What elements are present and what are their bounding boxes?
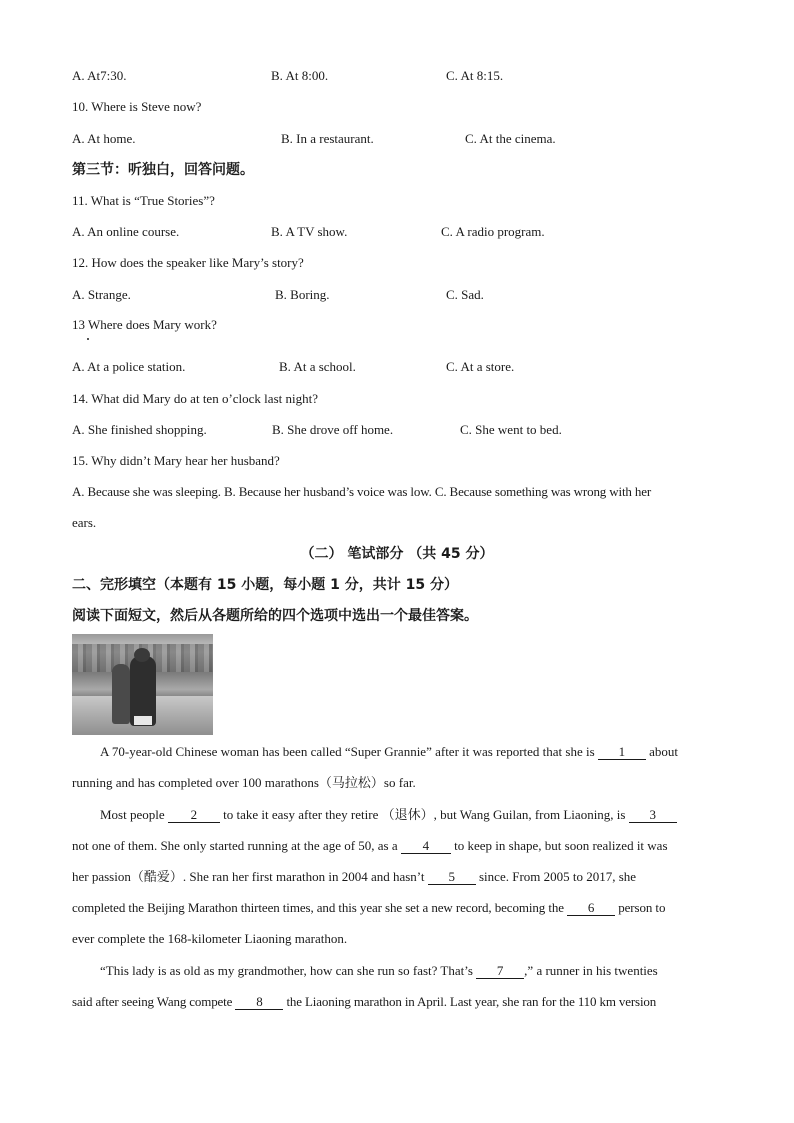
q12-option-b: B. Boring.	[275, 287, 330, 302]
q10-option-b: B. In a restaurant.	[281, 131, 374, 146]
passage-text: not one of them. She only started running at the age of 50, as a	[72, 838, 401, 853]
q10-option-c: C. At the cinema.	[465, 131, 556, 146]
passage-text: about	[645, 744, 679, 759]
passage-p2-line2	[72, 838, 720, 854]
blank-3[interactable]: 3	[629, 808, 677, 823]
q13-option-c: C. At a store.	[446, 359, 515, 374]
passage-p2-line1	[100, 807, 720, 823]
passage-p2-line5: ever complete the 168-kilometer Liaoning marathon.	[72, 931, 348, 946]
q14-option-b: B. She drove off home.	[272, 422, 394, 437]
q9-option-c: C. At 8:15.	[446, 68, 504, 83]
blank-7[interactable]: 7	[476, 964, 524, 979]
cloze-title: 二、完形填空（本题有 15 小题，每小题 1 分，共计 15 分）	[72, 577, 458, 593]
blank-8[interactable]: 8	[235, 995, 283, 1010]
photo-background-runner	[112, 664, 130, 724]
q13-option-b: B. At a school.	[279, 359, 356, 374]
cloze-instruction: 阅读下面短文，然后从各题所给的四个选项中选出一个最佳答案。	[72, 608, 478, 624]
q9-option-a: A. At7:30.	[72, 68, 127, 83]
passage-text: said after seeing Wang compete	[72, 994, 236, 1009]
passage-text: person to	[615, 900, 666, 915]
passage-p3-line1	[100, 963, 720, 979]
q15-options-line2: ears.	[72, 515, 97, 530]
passage-text: the Liaoning marathon in April. Last year, she ran for the 110 km version	[283, 994, 657, 1009]
q14-option-c: C. She went to bed.	[460, 422, 562, 437]
q13-option-a: A. At a police station.	[72, 359, 186, 374]
q11-option-c: C. A radio program.	[441, 224, 545, 239]
blank-1[interactable]: 1	[598, 745, 646, 760]
q14-question: 14. What did Mary do at ten o’clock last night?	[72, 391, 318, 406]
passage-text: “This lady is as old as my grandmother, how can she run so fast? That’s	[100, 963, 477, 978]
q10-option-a: A. At home.	[72, 131, 136, 146]
passage-text: Most people	[100, 807, 168, 822]
q10-question: 10. Where is Steve now?	[72, 99, 202, 114]
q12-option-c: C. Sad.	[446, 287, 484, 302]
section3-title: 第三节：听独白，回答问题。	[72, 162, 254, 178]
passage-p1-line2: running and has completed over 100 marathons（马拉松）so far.	[72, 775, 416, 790]
blank-5[interactable]: 5	[428, 870, 476, 885]
q12-option-a: A. Strange.	[72, 287, 131, 302]
passage-text: her passion（酷爱）. She ran her first marathon in 2004 and hasn’t	[72, 869, 428, 884]
passage-text: to take it easy after they retire （退休）, but Wang Guilan, from Liaoning, is	[219, 807, 629, 822]
q15-options-line1: A. Because she was sleeping. B. Because her husband’s voice was low. C. Because something was wrong with her	[72, 484, 652, 499]
q9-option-b: B. At 8:00.	[271, 68, 329, 83]
stray-mark	[87, 338, 89, 340]
blank-4[interactable]: 4	[401, 839, 451, 854]
blank-6[interactable]: 6	[567, 901, 615, 916]
q12-question: 12. How does the speaker like Mary’s story?	[72, 255, 304, 270]
passage-text: ,” a runner in his twenties	[524, 963, 658, 978]
passage-text: completed the Beijing Marathon thirteen times, and this year she set a new record, becoming the	[72, 900, 568, 915]
passage-text: A 70-year-old Chinese woman has been called “Super Grannie” after it was reported that she is	[100, 744, 598, 759]
q11-question: 11. What is “True Stories”?	[72, 193, 215, 208]
passage-text: since. From 2005 to 2017, she	[475, 869, 637, 884]
passage-p1-line1	[100, 744, 720, 760]
q15-question: 15. Why didn’t Mary hear her husband?	[72, 453, 280, 468]
q14-option-a: A. She finished shopping.	[72, 422, 207, 437]
passage-p2-line3	[72, 869, 720, 885]
blank-2[interactable]: 2	[168, 808, 220, 823]
photo-runner-head	[134, 648, 150, 662]
passage-p3-line2	[72, 994, 720, 1010]
q11-option-a: A. An online course.	[72, 224, 180, 239]
written-part-title: （二） 笔试部分 （共 45 分）	[300, 546, 494, 562]
q13-question: 13 Where does Mary work?	[72, 317, 217, 332]
photo-race-bib	[134, 716, 152, 725]
passage-text: to keep in shape, but soon realized it was	[450, 838, 668, 853]
q11-option-b: B. A TV show.	[271, 224, 348, 239]
passage-p2-line4	[72, 900, 720, 916]
marathon-runner-photo	[72, 634, 213, 735]
